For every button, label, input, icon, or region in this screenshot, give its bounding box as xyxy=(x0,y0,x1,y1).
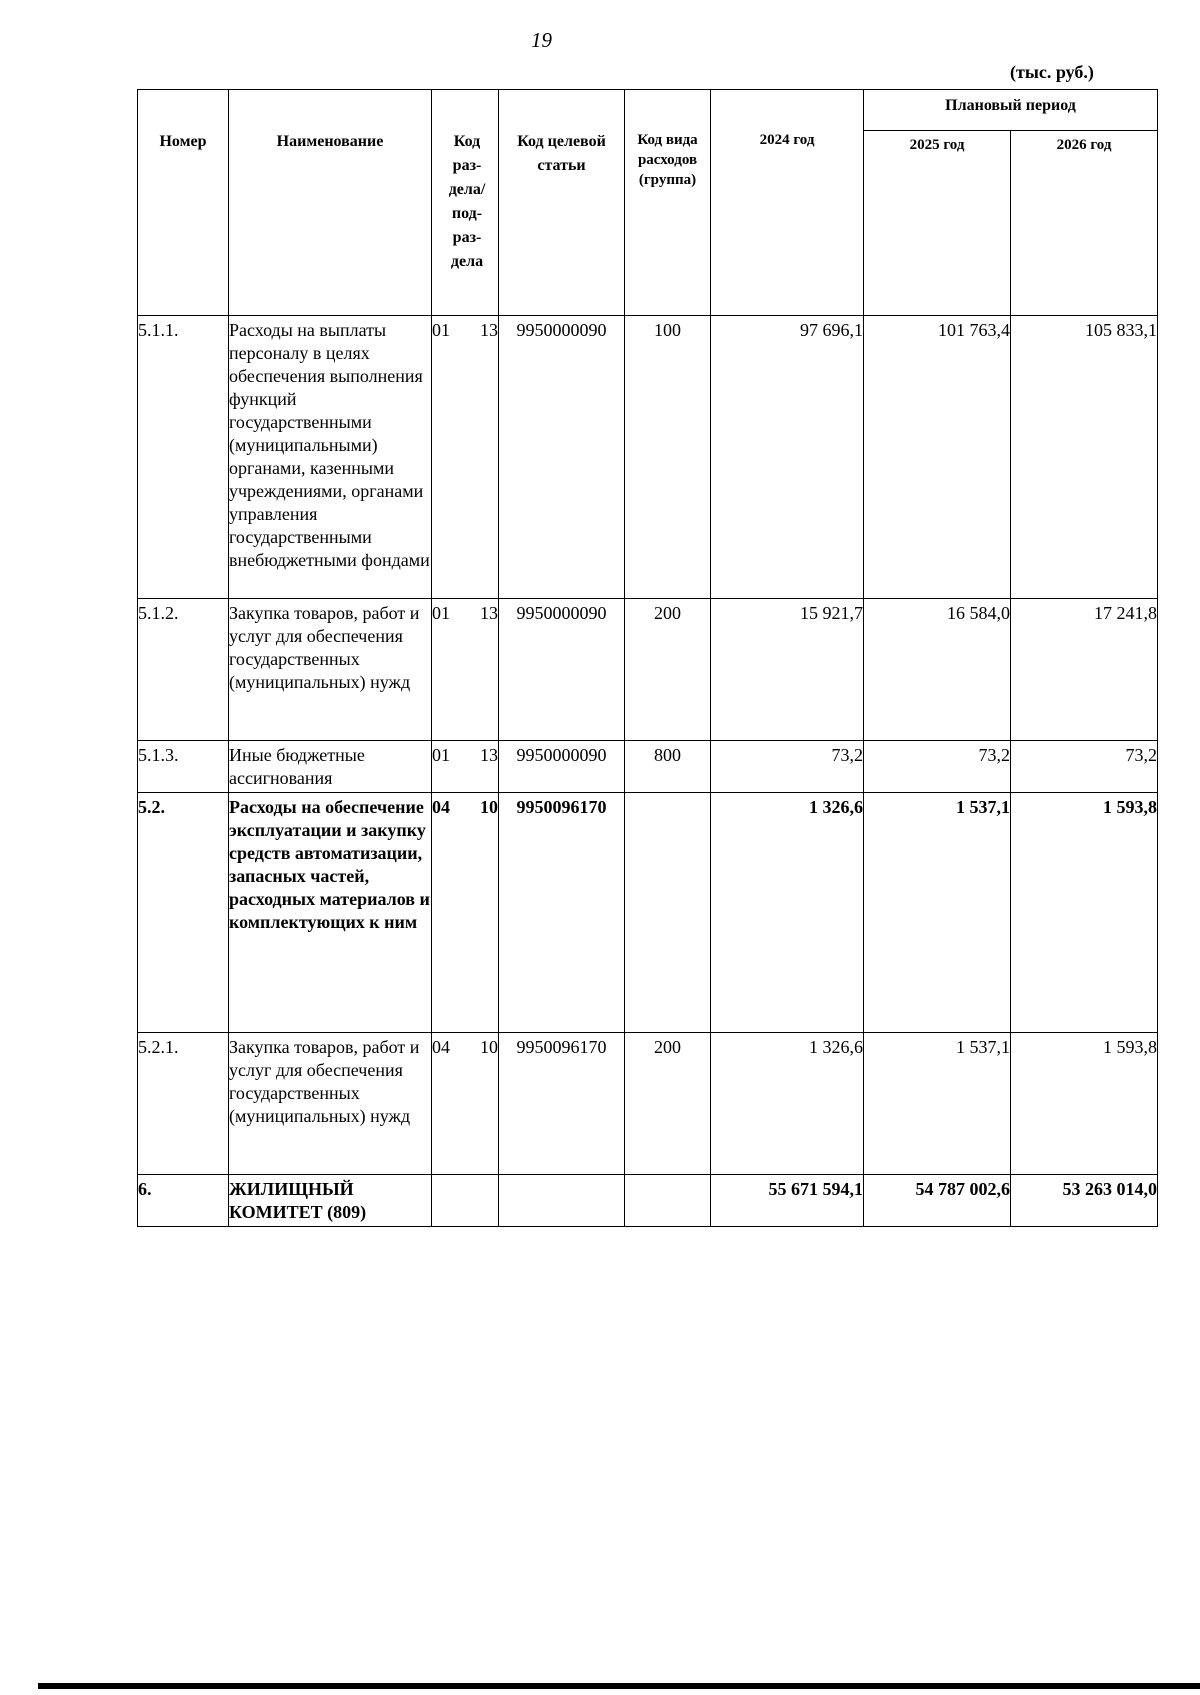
section: 04 xyxy=(432,797,450,817)
row-target-code xyxy=(499,1175,625,1227)
subsection: 10 xyxy=(480,797,498,817)
row-section-code xyxy=(432,1175,499,1227)
header-target-code: Код целевой статьи xyxy=(499,90,625,316)
row-target-code: 9950096170 xyxy=(499,1033,625,1175)
row-section-code xyxy=(432,793,499,1033)
row-number: 5.2.1. xyxy=(138,1033,229,1175)
row-name: Расходы на обеспечение эксплуатации и закупку средств автоматизации, запасных частей, расходных материалов и комплектующих к ним xyxy=(229,793,432,1033)
header-name: Наименование xyxy=(229,90,432,316)
row-2024-value: 55 671 594,1 xyxy=(711,1175,864,1227)
row-2025-value: 54 787 002,6 xyxy=(864,1175,1011,1227)
subsection: 10 xyxy=(480,1037,498,1057)
page-bottom-rule xyxy=(38,1683,1200,1689)
row-2024-value: 15 921,7 xyxy=(711,599,864,741)
row-expense-type xyxy=(625,793,711,1033)
row-2026-value: 1 593,8 xyxy=(1011,793,1158,1033)
header-year-2025: 2025 год xyxy=(864,131,1011,316)
budget-table xyxy=(137,89,1158,1227)
section: 01 xyxy=(432,603,450,623)
row-expense-type: 200 xyxy=(625,1033,711,1175)
subsection: 13 xyxy=(480,745,498,765)
row-section-code xyxy=(432,599,499,741)
row-name: Закупка товаров, работ и услуг для обеспечения государственных (муниципальных) нужд xyxy=(229,599,432,741)
row-name: Иные бюджетные ассигнования xyxy=(229,741,432,793)
row-2024-value: 1 326,6 xyxy=(711,793,864,1033)
header-number: Номер xyxy=(138,90,229,316)
row-2026-value: 53 263 014,0 xyxy=(1011,1175,1158,1227)
row-target-code: 9950000090 xyxy=(499,316,625,599)
table-row xyxy=(138,793,1158,1033)
subsection: 13 xyxy=(480,320,498,340)
row-2026-value: 1 593,8 xyxy=(1011,1033,1158,1175)
page-number: 19 xyxy=(531,28,552,52)
header-year-2024: 2024 год xyxy=(711,90,864,316)
row-2025-value: 101 763,4 xyxy=(864,316,1011,599)
section: 04 xyxy=(432,1037,450,1057)
row-2026-value: 105 833,1 xyxy=(1011,316,1158,599)
row-expense-type: 800 xyxy=(625,741,711,793)
row-target-code: 9950000090 xyxy=(499,599,625,741)
row-number: 5.2. xyxy=(138,793,229,1033)
header-row xyxy=(138,90,1158,131)
table-row xyxy=(138,1033,1158,1175)
row-expense-type: 100 xyxy=(625,316,711,599)
row-expense-type: 200 xyxy=(625,599,711,741)
row-name: Закупка товаров, работ и услуг для обеспечения государственных (муниципальных) нужд xyxy=(229,1033,432,1175)
row-2026-value: 73,2 xyxy=(1011,741,1158,793)
row-2025-value: 1 537,1 xyxy=(864,793,1011,1033)
units-label: (тыс. руб.) xyxy=(1010,62,1094,82)
row-section-code xyxy=(432,1033,499,1175)
table-row xyxy=(138,741,1158,793)
row-2026-value: 17 241,8 xyxy=(1011,599,1158,741)
row-name: ЖИЛИЩНЫЙ КОМИТЕТ (809) xyxy=(229,1175,432,1227)
row-number: 5.1.3. xyxy=(138,741,229,793)
row-number: 5.1.2. xyxy=(138,599,229,741)
table-row xyxy=(138,1175,1158,1227)
row-number: 6. xyxy=(138,1175,229,1227)
row-2024-value: 1 326,6 xyxy=(711,1033,864,1175)
table-row xyxy=(138,316,1158,599)
header-expense-type-code: Код вида расходов (группа) xyxy=(625,90,711,316)
row-2024-value: 97 696,1 xyxy=(711,316,864,599)
header-year-2026: 2026 год xyxy=(1011,131,1158,316)
row-number: 5.1.1. xyxy=(138,316,229,599)
section: 01 xyxy=(432,745,450,765)
table-row xyxy=(138,599,1158,741)
row-2025-value: 16 584,0 xyxy=(864,599,1011,741)
row-2024-value: 73,2 xyxy=(711,741,864,793)
row-2025-value: 1 537,1 xyxy=(864,1033,1011,1175)
header-section-code: Код раз-дела/ под-раз-дела xyxy=(432,90,499,316)
row-target-code: 9950096170 xyxy=(499,793,625,1033)
row-expense-type xyxy=(625,1175,711,1227)
row-target-code: 9950000090 xyxy=(499,741,625,793)
row-2025-value: 73,2 xyxy=(864,741,1011,793)
row-section-code xyxy=(432,316,499,599)
subsection: 13 xyxy=(480,603,498,623)
row-name: Расходы на выплаты персоналу в целях обеспечения выполнения функций государственными (муниципальными) органами, казенными учреждениями, органами управления государственными внебюджетными фондами xyxy=(229,316,432,599)
row-section-code xyxy=(432,741,499,793)
header-planned-period: Плановый период xyxy=(864,90,1158,131)
section: 01 xyxy=(432,320,450,340)
